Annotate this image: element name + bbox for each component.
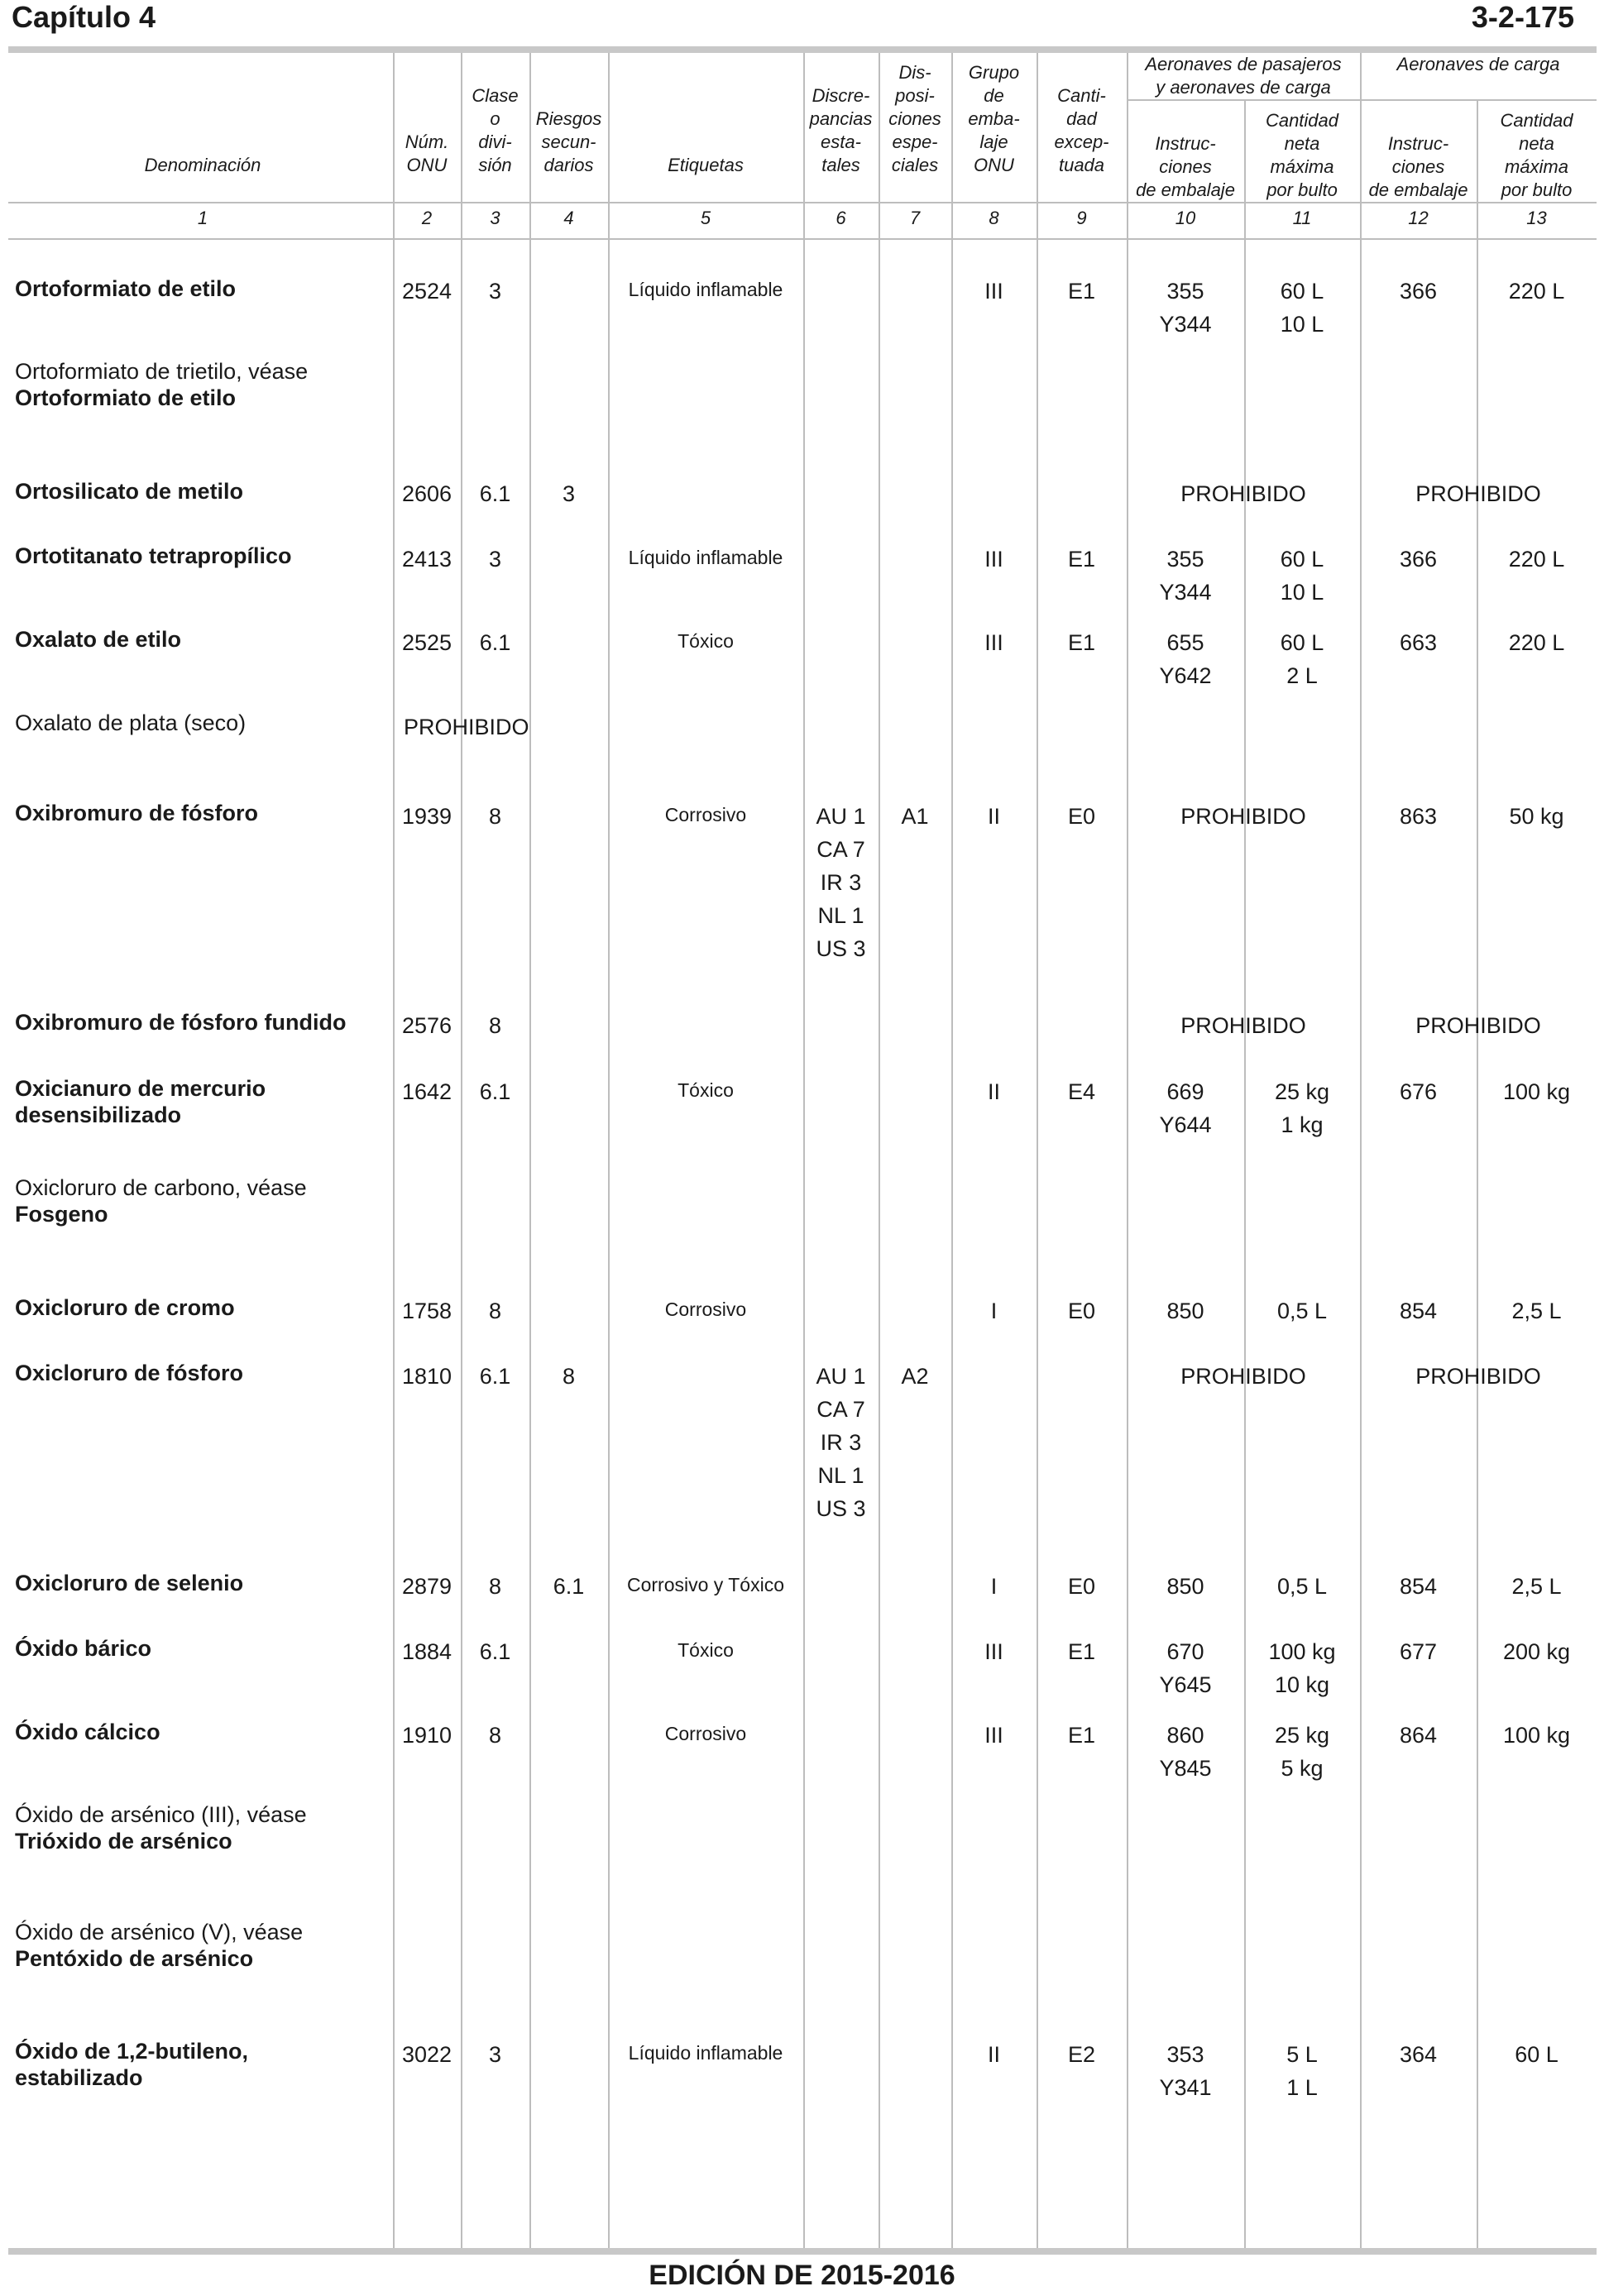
- excepted-quantity: E2: [1067, 2042, 1096, 2067]
- class-division: 6.1: [479, 481, 511, 506]
- col-divider: [951, 53, 953, 2248]
- prohibited-pax: PROHIBIDO: [1180, 1364, 1306, 1389]
- row-name: [15, 1919, 379, 1972]
- class-division: 8: [488, 1013, 502, 1038]
- col-number: 2: [421, 208, 433, 228]
- chapter-title: Capítulo 4: [12, 0, 156, 34]
- header-divider: [8, 202, 1597, 203]
- max-quantity-pax: 0,5 L: [1276, 1574, 1328, 1599]
- row-name-text: Oxicloruro de carbono, véase: [15, 1175, 307, 1200]
- packing-instruction-cargo: 676: [1399, 1079, 1438, 1104]
- prohibited-all: PROHIBIDO: [404, 715, 529, 739]
- packing-instruction-cargo: 863: [1399, 804, 1438, 829]
- col-head-cantidad-13: Cantidad neta máxima por bulto: [1500, 110, 1573, 200]
- max-quantity-pax: 25 kg 5 kg: [1274, 1723, 1330, 1781]
- col-head-etiquetas: Etiquetas: [668, 155, 744, 175]
- group-divider: [1127, 99, 1597, 101]
- col-head-cantidad-exceptuada: Canti- dad excep- tuada: [1054, 85, 1109, 175]
- un-number: 1939: [401, 804, 452, 829]
- hazard-label: Tóxico: [678, 1079, 734, 1101]
- header-divider: [8, 238, 1597, 240]
- state-variations: AU 1 CA 7 IR 3 NL 1 US 3: [816, 1364, 866, 1521]
- packing-instruction-pax: 860 Y845: [1159, 1723, 1212, 1781]
- packing-instruction-pax: 850: [1166, 1299, 1204, 1323]
- hazard-label: Tóxico: [678, 630, 734, 652]
- row-name: Oxicianuro de mercurio desensibilizado: [15, 1076, 266, 1127]
- prohibited-pax: PROHIBIDO: [1180, 1013, 1306, 1038]
- row-name: Óxido cálcico: [15, 1720, 160, 1744]
- row-name: [15, 1174, 379, 1227]
- col-number: 12: [1408, 208, 1429, 228]
- packing-instruction-cargo: 854: [1399, 1299, 1438, 1323]
- packing-instruction-pax: 353 Y341: [1159, 2042, 1212, 2100]
- packing-instruction-cargo: 854: [1399, 1574, 1438, 1599]
- packing-instruction-cargo: 364: [1399, 2042, 1438, 2067]
- excepted-quantity: E1: [1067, 1639, 1096, 1664]
- packing-instruction-cargo: 864: [1399, 1723, 1438, 1748]
- col-head-num-onu: Núm. ONU: [405, 132, 449, 175]
- col-number: 8: [989, 208, 999, 228]
- row-name: Oxicloruro de cromo: [15, 1295, 235, 1320]
- excepted-quantity: E0: [1067, 804, 1096, 829]
- bottom-rule: [8, 2248, 1597, 2255]
- un-number: 2525: [401, 630, 452, 655]
- excepted-quantity: E1: [1067, 547, 1096, 572]
- row-name: Oxicloruro de fósforo: [15, 1361, 244, 1385]
- subsidiary-risk: 8: [562, 1364, 576, 1389]
- class-division: 3: [488, 279, 502, 304]
- excepted-quantity: E1: [1067, 279, 1096, 304]
- max-quantity-cargo: 2,5 L: [1511, 1299, 1562, 1323]
- col-head-grupo: Grupo de emba- laje ONU: [968, 62, 1020, 175]
- max-quantity-pax: 0,5 L: [1276, 1299, 1328, 1323]
- col-head-clase: Clase o divi- sión: [472, 85, 519, 175]
- un-number: 1758: [401, 1299, 452, 1323]
- hazard-label: Corrosivo: [664, 1723, 747, 1744]
- class-division: 8: [488, 1574, 502, 1599]
- excepted-quantity: E1: [1067, 1723, 1096, 1748]
- max-quantity-cargo: 60 L: [1515, 2042, 1559, 2067]
- hazard-label: Corrosivo y Tóxico: [626, 1574, 785, 1595]
- excepted-quantity: E4: [1067, 1079, 1096, 1104]
- cross-reference: Pentóxido de arsénico: [15, 1946, 254, 1971]
- subsidiary-risk: 3: [562, 481, 576, 506]
- prohibited-pax: PROHIBIDO: [1180, 804, 1306, 829]
- packing-group: II: [987, 2042, 1000, 2067]
- packing-group: III: [984, 1723, 1003, 1748]
- packing-group: III: [984, 1639, 1003, 1664]
- un-number: 3022: [401, 2042, 452, 2067]
- col-group-carga: Aeronaves de carga: [1396, 54, 1560, 74]
- class-division: 3: [488, 547, 502, 572]
- class-division: 6.1: [479, 1079, 511, 1104]
- row-name: [15, 358, 379, 411]
- class-division: 6.1: [479, 630, 511, 655]
- packing-instruction-cargo: 677: [1399, 1639, 1438, 1664]
- packing-instruction-cargo: 663: [1399, 630, 1438, 655]
- col-number: 13: [1526, 208, 1547, 228]
- un-number: 1642: [401, 1079, 452, 1104]
- hazard-label: Líquido inflamable: [628, 547, 783, 568]
- un-number: 1810: [401, 1364, 452, 1389]
- class-division: 8: [488, 1723, 502, 1748]
- class-division: 3: [488, 2042, 502, 2067]
- packing-group: III: [984, 279, 1003, 304]
- un-number: 2524: [401, 279, 452, 304]
- class-division: 6.1: [479, 1639, 511, 1664]
- packing-group: II: [987, 804, 1000, 829]
- un-number: 1884: [401, 1639, 452, 1664]
- max-quantity-cargo: 200 kg: [1502, 1639, 1571, 1664]
- packing-instruction-pax: 850: [1166, 1574, 1204, 1599]
- col-head-disposiciones: Dis- posi- ciones espe- ciales: [888, 62, 941, 175]
- col-divider: [1127, 53, 1128, 2248]
- packing-instruction-pax: 655 Y642: [1159, 630, 1212, 688]
- max-quantity-cargo: 2,5 L: [1511, 1574, 1562, 1599]
- max-quantity-cargo: 220 L: [1508, 547, 1565, 572]
- col-number: 10: [1175, 208, 1196, 228]
- un-number: 2413: [401, 547, 452, 572]
- cross-reference: Ortoformiato de etilo: [15, 385, 237, 410]
- col-number: 4: [563, 208, 574, 228]
- col-divider: [803, 53, 805, 2248]
- row-name: Óxido de 1,2-butileno, estabilizado: [15, 2039, 249, 2090]
- col-divider: [1037, 53, 1038, 2248]
- col-number: 3: [490, 208, 500, 228]
- max-quantity-cargo: 220 L: [1508, 279, 1565, 304]
- col-number: 6: [836, 208, 846, 228]
- packing-group: I: [990, 1299, 998, 1323]
- special-provisions: A2: [901, 1364, 929, 1389]
- col-divider: [1477, 99, 1478, 2248]
- max-quantity-cargo: 50 kg: [1509, 804, 1564, 829]
- col-group-pasajeros: Aeronaves de pasajeros y aeronaves de carga: [1145, 54, 1342, 98]
- row-name: Ortoformiato de etilo: [15, 276, 237, 301]
- col-divider: [608, 53, 610, 2248]
- max-quantity-cargo: 100 kg: [1502, 1079, 1571, 1104]
- class-division: 8: [488, 804, 502, 829]
- col-head-instrucciones-12: Instruc- ciones de embalaje: [1368, 133, 1468, 200]
- state-variations: AU 1 CA 7 IR 3 NL 1 US 3: [816, 804, 866, 961]
- prohibited-cargo: PROHIBIDO: [1415, 1013, 1541, 1038]
- packing-instruction-pax: 669 Y644: [1159, 1079, 1212, 1137]
- row-name-text: Ortoformiato de trietilo, véase: [15, 359, 309, 384]
- max-quantity-pax: 100 kg 10 kg: [1268, 1639, 1336, 1697]
- col-number: 9: [1076, 208, 1087, 228]
- packing-group: II: [987, 1079, 1000, 1104]
- max-quantity-cargo: 100 kg: [1502, 1723, 1571, 1748]
- col-head-denominacion: Denominación: [144, 155, 261, 175]
- packing-instruction-pax: 355 Y344: [1159, 547, 1212, 605]
- class-division: 8: [488, 1299, 502, 1323]
- packing-group: III: [984, 630, 1003, 655]
- col-head-instrucciones-10: Instruc- ciones de embalaje: [1136, 133, 1235, 200]
- hazard-label: Líquido inflamable: [628, 279, 783, 300]
- col-divider: [461, 53, 462, 2248]
- col-number: 1: [197, 208, 208, 228]
- col-divider: [1244, 99, 1246, 2248]
- un-number: 2576: [401, 1013, 452, 1038]
- row-name: Ortotitanato tetrapropílico: [15, 543, 292, 568]
- page-reference: 3-2-175: [1471, 0, 1574, 34]
- col-divider: [393, 53, 395, 2248]
- row-name: Ortosilicato de metilo: [15, 479, 244, 504]
- prohibited-pax: PROHIBIDO: [1180, 481, 1306, 506]
- max-quantity-pax: 5 L 1 L: [1286, 2042, 1318, 2100]
- row-name: Oxibromuro de fósforo: [15, 801, 259, 825]
- edition-footer: EDICIÓN DE 2015-2016: [649, 2260, 955, 2291]
- col-number: 5: [700, 208, 711, 228]
- max-quantity-pax: 25 kg 1 kg: [1274, 1079, 1330, 1137]
- row-name: [15, 1801, 379, 1854]
- excepted-quantity: E0: [1067, 1299, 1096, 1323]
- col-divider: [879, 53, 880, 2248]
- cross-reference: Trióxido de arsénico: [15, 1829, 232, 1854]
- packing-instruction-pax: 355 Y344: [1159, 279, 1212, 337]
- prohibited-cargo: PROHIBIDO: [1415, 1364, 1541, 1389]
- excepted-quantity: E0: [1067, 1574, 1096, 1599]
- col-divider: [1360, 53, 1362, 2248]
- max-quantity-pax: 60 L 10 L: [1280, 279, 1324, 337]
- special-provisions: A1: [901, 804, 929, 829]
- hazard-label: Corrosivo: [664, 804, 747, 825]
- packing-group: III: [984, 547, 1003, 572]
- top-rule: [8, 46, 1597, 53]
- max-quantity-pax: 60 L 2 L: [1280, 630, 1324, 688]
- subsidiary-risk: 6.1: [553, 1574, 585, 1599]
- row-name: Oxalato de plata (seco): [15, 710, 247, 735]
- row-name: Oxalato de etilo: [15, 627, 182, 652]
- row-name: Óxido bárico: [15, 1636, 152, 1661]
- row-name: Oxicloruro de selenio: [15, 1571, 244, 1595]
- packing-instruction-cargo: 366: [1399, 547, 1438, 572]
- prohibited-cargo: PROHIBIDO: [1415, 481, 1541, 506]
- packing-instruction-pax: 670 Y645: [1159, 1639, 1212, 1697]
- col-number: 11: [1292, 208, 1312, 228]
- max-quantity-pax: 60 L 10 L: [1280, 547, 1324, 605]
- packing-group: I: [990, 1574, 998, 1599]
- col-head-riesgos: Riesgos secun- darios: [535, 108, 602, 175]
- un-number: 2879: [401, 1574, 452, 1599]
- packing-instruction-cargo: 366: [1399, 279, 1438, 304]
- max-quantity-cargo: 220 L: [1508, 630, 1565, 655]
- cross-reference: Fosgeno: [15, 1202, 108, 1227]
- col-number: 7: [909, 208, 921, 228]
- row-name: Oxibromuro de fósforo fundido: [15, 1010, 347, 1035]
- col-head-cantidad-11: Cantidad neta máxima por bulto: [1265, 110, 1339, 200]
- class-division: 6.1: [479, 1364, 511, 1389]
- col-divider: [529, 53, 531, 2248]
- un-number: 1910: [401, 1723, 452, 1748]
- hazard-label: Líquido inflamable: [628, 2042, 783, 2064]
- hazard-label: Tóxico: [678, 1639, 734, 1661]
- row-name-text: Óxido de arsénico (III), véase: [15, 1802, 307, 1827]
- hazard-label: Corrosivo: [664, 1299, 747, 1320]
- row-name-text: Óxido de arsénico (V), véase: [15, 1920, 304, 1944]
- excepted-quantity: E1: [1067, 630, 1096, 655]
- col-head-discrepancias: Discre- pancias esta- tales: [809, 85, 873, 175]
- un-number: 2606: [401, 481, 452, 506]
